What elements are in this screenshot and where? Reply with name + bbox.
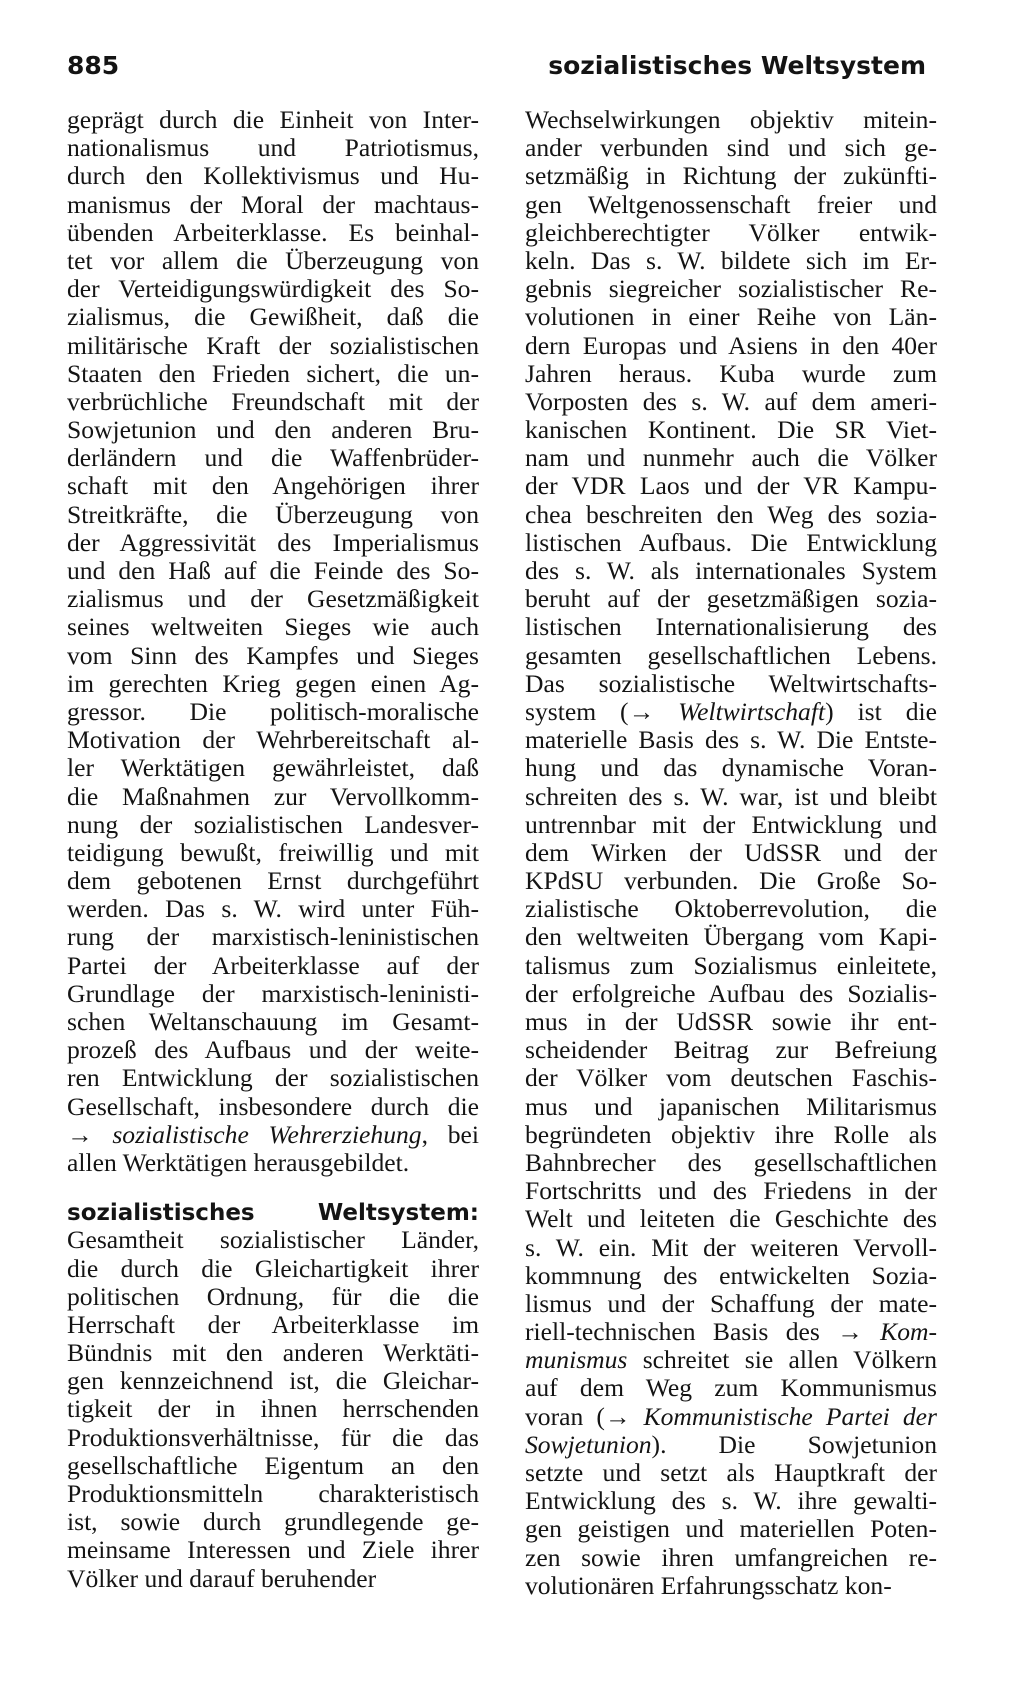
text-line: die Maßnahmen zur Vervollkomm- — [67, 781, 479, 811]
entry-headword-line — [67, 1198, 479, 1226]
cross-reference-arrow: → — [604, 1401, 631, 1431]
text-line — [525, 1318, 937, 1346]
text-line: zialismus und der Gesetzmäßigkeit — [67, 584, 479, 614]
text-line: meinsame Interessen und Ziele ihrer — [67, 1535, 479, 1565]
right-text-block-2 — [525, 726, 937, 1318]
text-line: Herrschaft der Arbeiterklasse im — [67, 1309, 479, 1339]
text-line: geprägt durch die Einheit von Inter- — [67, 105, 479, 134]
text-line: setzte und setzt als Hauptkraft der — [525, 1458, 937, 1487]
text-line: setzmäßig in Richtung der zukünfti- — [525, 161, 937, 191]
text-line: zialismus, die Gewißheit, daß die — [67, 302, 479, 332]
text-line: vom Sinn des Kampfes und Sieges — [67, 640, 479, 670]
text-line: mus und japanischen Militarismus — [525, 1091, 937, 1121]
text-line: Das sozialistische Weltwirtschafts- — [525, 668, 937, 698]
text-line: auf dem Weg zum Kommunismus — [525, 1373, 937, 1403]
text-line: des s. W. als internationales System — [525, 556, 937, 585]
text-line: schaft mit den Angehörigen ihrer — [67, 471, 479, 501]
text-line: mus in der UdSSR sowie ihr ent- — [525, 1007, 937, 1036]
text-line: Wechselwirkungen objektiv mitein- — [525, 105, 937, 134]
text-line: militärische Kraft der sozialistischen — [67, 330, 479, 360]
text-line: talismus zum Sozialismus einleitete, — [525, 950, 937, 980]
text-line: Vorposten des s. W. auf dem ameri- — [525, 386, 937, 416]
text-line: gen Weltgenossenschaft freier und — [525, 189, 937, 219]
text-line: tet vor allem die Überzeugung von — [67, 245, 479, 275]
text-line: ler Werktätigen gewährleistet, daß — [67, 753, 479, 783]
text-line: gen geistigen und materiellen Poten- — [525, 1514, 937, 1544]
right-text-block-3 — [525, 1459, 937, 1600]
text-line: Gesamtheit sozialistischer Länder, — [67, 1225, 479, 1255]
text-line: lismus und der Schaffung der mate- — [525, 1288, 937, 1318]
text-line: Entwicklung des s. W. ihre gewalti- — [525, 1486, 937, 1516]
text-line: zialistische Oktoberrevolution, die — [525, 894, 937, 924]
text-line — [525, 1346, 937, 1374]
text-line: Welt und leiteten die Geschichte des — [525, 1204, 937, 1234]
text-fragment: ). Die Sowjetunion — [651, 1429, 937, 1459]
text-line: zen sowie ihren umfangreichen re- — [525, 1542, 937, 1572]
text-line: keln. Das s. W. bildete sich im Er- — [525, 245, 937, 275]
cross-reference-arrow: → — [628, 696, 655, 726]
text-line: s. W. ein. Mit der weiteren Vervoll- — [525, 1232, 937, 1262]
text-line: Streitkräfte, die Überzeugung von — [67, 499, 479, 529]
text-line: volutionen in einer Reihe von Län- — [525, 302, 937, 332]
text-line: kanischen Kontinent. Die SR Viet- — [525, 415, 937, 445]
text-line: der Verteidigungswürdigkeit des So- — [67, 274, 479, 304]
text-line: listischen Aufbaus. Die Entwicklung — [525, 527, 937, 557]
cross-reference-term[interactable]: Sowjetunion — [525, 1429, 652, 1459]
cross-reference-arrow: → — [837, 1317, 863, 1347]
text-line: dem Wirken der UdSSR und der — [525, 837, 937, 867]
right-column — [525, 106, 937, 1600]
running-head: sozialistisches Weltsystem — [548, 51, 926, 80]
text-line: nationalismus und Patriotismus, — [67, 133, 479, 163]
text-line: begründeten objektiv ihre Rolle als — [525, 1119, 937, 1149]
text-line: manismus der Moral der machtaus- — [67, 189, 479, 219]
text-line: der erfolgreiche Aufbau des Sozialis- — [525, 978, 937, 1008]
text-line: rung der marxistisch-leninistischen — [67, 922, 479, 952]
text-fragment: , bei — [421, 1119, 479, 1149]
text-line: nam und nunmehr auch die Völker — [525, 443, 937, 473]
text-line: dern Europas und Asiens in den 40er — [525, 330, 937, 360]
text-line: gleichberechtigter Völker entwik- — [525, 217, 937, 247]
cross-reference-term[interactable]: Kom- — [880, 1317, 937, 1347]
text-line — [67, 1121, 479, 1149]
text-line — [525, 698, 937, 726]
text-line: hung und das dynamische Voran- — [525, 753, 937, 783]
cross-reference-term[interactable]: munismus — [525, 1345, 628, 1375]
text-line: verbrüchliche Freundschaft mit der — [67, 386, 479, 416]
left-column — [67, 106, 479, 1593]
text-line: Partei der Arbeiterklasse auf der — [67, 950, 479, 980]
text-line: gressor. Die politisch-moralische — [67, 696, 479, 726]
text-line: KPdSU verbunden. Die Große So- — [525, 866, 937, 896]
text-line: Bündnis mit den anderen Werktäti- — [67, 1338, 479, 1368]
text-line: ren Entwicklung der sozialistischen — [67, 1063, 479, 1093]
text-line: und den Haß auf die Feinde des So- — [67, 556, 479, 585]
text-line: den weltweiten Übergang vom Kapi- — [525, 922, 937, 952]
cross-reference-arrow: → — [67, 1119, 93, 1149]
text-line: schen Weltanschauung im Gesamt- — [67, 1007, 479, 1036]
text-line: Bahnbrecher des gesellschaftlichen — [525, 1147, 937, 1177]
text-line: beruht auf der gesetzmäßigen sozia- — [525, 584, 937, 614]
text-line: Gesellschaft, insbesondere durch die — [67, 1091, 479, 1121]
text-line: ist, sowie durch grundlegende ge- — [67, 1507, 479, 1537]
text-line: dem gebotenen Ernst durchgeführt — [67, 866, 479, 896]
text-line: die durch die Gleichartigkeit ihrer — [67, 1253, 479, 1283]
text-line: volutionären Erfahrungsschatz kon- — [525, 1570, 892, 1600]
text-line: durch den Kollektivismus und Hu- — [67, 161, 479, 191]
text-line: Produktionsverhältnisse, für die das — [67, 1422, 479, 1452]
text-line: derländern und die Waffenbrüder- — [67, 443, 479, 473]
text-line: seines weltweiten Sieges wie auch — [67, 612, 479, 642]
text-fragment: riell-technischen Basis des — [525, 1317, 838, 1347]
text-fragment: system ( — [525, 696, 629, 726]
text-line: im gerechten Krieg gegen einen Ag- — [67, 668, 479, 698]
text-line: übenden Arbeiterklasse. Es beinhal- — [67, 217, 479, 247]
text-line: gebnis siegreicher sozialistischer Re- — [525, 274, 937, 304]
text-line: prozeß des Aufbaus und der weite- — [67, 1035, 479, 1065]
text-line: listischen Internationalisierung des — [525, 612, 937, 642]
text-line: politischen Ordnung, für die die — [67, 1281, 479, 1311]
cross-reference-term[interactable]: Weltwirtschaft — [678, 696, 826, 726]
right-text-block-1 — [525, 106, 937, 698]
text-line: nung der sozialistischen Landesver- — [67, 809, 479, 839]
text-line: ander verbunden sind und sich ge- — [525, 133, 937, 163]
text-line: Sowjetunion und den anderen Bru- — [67, 415, 479, 445]
left-text-block-1 — [67, 106, 479, 1121]
text-fragment: voran ( — [525, 1401, 605, 1431]
text-fragment: ) ist die — [825, 696, 937, 726]
entry-headword: sozialistisches Weltsystem: — [67, 1200, 479, 1227]
cross-reference-term[interactable]: sozialistische Wehrerziehung — [112, 1119, 422, 1149]
text-fragment: schreitet sie allen Völkern — [627, 1345, 937, 1375]
text-line: Völker und darauf beruhender — [67, 1563, 377, 1593]
text-line: der Aggressivität des Imperialismus — [67, 527, 479, 557]
text-line: teidigung bewußt, freiwillig und mit — [67, 837, 479, 867]
text-line: der VDR Laos und der VR Kampu- — [525, 471, 937, 501]
text-line: werden. Das s. W. wird unter Füh- — [67, 894, 479, 924]
cross-reference-term[interactable]: Kommunistische Partei der — [643, 1401, 937, 1431]
text-line: chea beschreiten den Weg des sozia- — [525, 499, 937, 529]
page-number: 885 — [67, 51, 120, 80]
text-line: Grundlage der marxistisch-leninisti- — [67, 978, 479, 1008]
text-line: Staaten den Frieden sichert, die un- — [67, 358, 479, 388]
text-line: tigkeit der in ihnen herrschenden — [67, 1394, 479, 1424]
text-line: schreiten des s. W. war, ist und bleibt — [525, 781, 937, 811]
text-line: gesamten gesellschaftlichen Lebens. — [525, 640, 937, 670]
text-line: gen kennzeichnend ist, die Gleichar- — [67, 1366, 479, 1396]
text-line: kommnung des entwickelten Sozia- — [525, 1260, 937, 1290]
text-line — [525, 1431, 937, 1459]
text-line: Jahren heraus. Kuba wurde zum — [525, 358, 937, 388]
text-line: scheidender Beitrag zur Befreiung — [525, 1035, 937, 1065]
text-line: der Völker vom deutschen Faschis- — [525, 1063, 937, 1093]
text-line: Fortschritts und des Friedens in der — [525, 1176, 937, 1206]
text-line: allen Werktätigen herausgebildet. — [67, 1147, 410, 1177]
text-line: materielle Basis des s. W. Die Entste- — [525, 725, 937, 755]
left-text-block-2 — [67, 1226, 479, 1592]
text-line: Produktionsmitteln charakteristisch — [67, 1479, 479, 1508]
text-line — [525, 1403, 937, 1431]
text-line: gesellschaftliche Eigentum an den — [67, 1450, 479, 1480]
text-line: Motivation der Wehrbereitschaft al- — [67, 725, 479, 755]
text-line: untrennbar mit der Entwicklung und — [525, 809, 937, 839]
